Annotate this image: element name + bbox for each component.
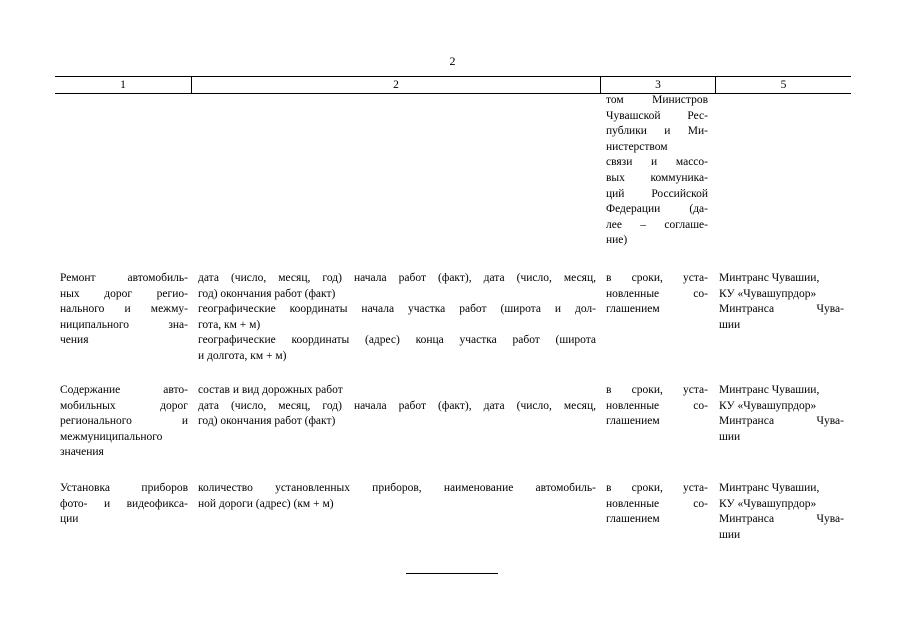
text-line: Установка приборов xyxy=(60,482,188,494)
row2-col4 xyxy=(719,383,844,445)
header-cell-col1: 1 xyxy=(55,77,192,93)
text-line: регионального и xyxy=(60,415,188,428)
text-line: ной дороги (адрес) (км + м) xyxy=(198,497,334,510)
text-line: нистерством xyxy=(606,140,668,153)
text-line: лее – соглаше- xyxy=(606,218,708,231)
text-line: Минтранс Чувашии, xyxy=(719,272,820,284)
text-line: КУ «Чувашупрдор» xyxy=(719,287,817,300)
text-line: и долгота, км + м) xyxy=(198,349,287,362)
row2-col1 xyxy=(60,383,188,461)
text-line: новленные со- xyxy=(606,287,708,300)
row1-col3 xyxy=(606,271,708,318)
row3-col4 xyxy=(719,481,844,543)
text-line: том Министров xyxy=(606,94,708,106)
text-line: количество установленных приборов, наименование автомобиль- xyxy=(198,482,596,494)
row1-col1 xyxy=(60,271,188,349)
text-line: глашением xyxy=(606,415,660,428)
page-number: 2 xyxy=(449,54,456,68)
text-line: год) окончания работ (факт) xyxy=(198,415,336,428)
text-line: Федерации (да- xyxy=(606,203,708,216)
text-line: дата (число, месяц, год) начала работ (факт), дата (число, месяц, xyxy=(198,272,596,284)
row2-col2 xyxy=(198,383,596,430)
header-cell-col3: 3 xyxy=(601,77,716,93)
text-line: нального и межму- xyxy=(60,303,188,316)
text-line: ций Российской xyxy=(606,187,708,200)
row3-col1 xyxy=(60,481,188,528)
text-line: Чувашской Рес- xyxy=(606,109,708,122)
text-line: Минтранса Чува- xyxy=(719,513,844,526)
row1-col2 xyxy=(198,271,596,365)
text-line: фото- и видеофикса- xyxy=(60,497,188,510)
text-line: в сроки, уста- xyxy=(606,384,708,396)
row2-col3 xyxy=(606,383,708,430)
text-line: Минтранс Чувашии, xyxy=(719,482,820,494)
text-line: гота, км + м) xyxy=(198,318,261,331)
text-line: Минтранса Чува- xyxy=(719,415,844,428)
text-line: Содержание авто- xyxy=(60,384,188,396)
row3-col2 xyxy=(198,481,596,512)
text-line: географические координаты (адрес) конца участка работ (широта xyxy=(198,334,596,347)
continued-row-col3 xyxy=(606,93,708,249)
footer-divider xyxy=(406,573,498,574)
text-line: чения xyxy=(60,334,89,347)
text-line: вых коммуника- xyxy=(606,171,708,184)
text-line: КУ «Чувашупрдор» xyxy=(719,399,817,412)
text-line: ции xyxy=(60,513,79,526)
text-line: глашением xyxy=(606,303,660,316)
text-line: связи и массо- xyxy=(606,156,708,169)
text-line: новленные со- xyxy=(606,399,708,412)
table-header-row xyxy=(55,76,851,94)
text-line: значения xyxy=(60,446,104,459)
text-line: в сроки, уста- xyxy=(606,272,708,284)
text-line: публики и Ми- xyxy=(606,125,708,138)
text-line: ние) xyxy=(606,234,628,247)
row3-col3 xyxy=(606,481,708,528)
text-line: шии xyxy=(719,318,741,331)
text-line: Минтранса Чува- xyxy=(719,303,844,316)
text-line: новленные со- xyxy=(606,497,708,510)
text-line: ных дорог регио- xyxy=(60,287,188,300)
text-line: КУ «Чувашупрдор» xyxy=(719,497,817,510)
text-line: шии xyxy=(719,430,741,443)
text-line: шии xyxy=(719,528,741,541)
text-line: дата (число, месяц, год) начала работ (факт), дата (число, месяц, xyxy=(198,399,596,412)
text-line: в сроки, уста- xyxy=(606,482,708,494)
text-line: год) окончания работ (факт) xyxy=(198,287,336,300)
row1-col4 xyxy=(719,271,844,333)
text-line: мобильных дорог xyxy=(60,399,188,412)
header-cell-col2: 2 xyxy=(192,77,601,93)
text-line: Ремонт автомобиль- xyxy=(60,272,188,284)
text-line: ниципального зна- xyxy=(60,318,188,331)
text-line: географические координаты начала участка работ (широта и дол- xyxy=(198,303,596,316)
text-line: глашением xyxy=(606,513,660,526)
text-line: состав и вид дорожных работ xyxy=(198,384,343,396)
text-line: Минтранс Чувашии, xyxy=(719,384,820,396)
text-line: межмуниципального xyxy=(60,430,163,443)
header-cell-col4: 5 xyxy=(780,79,787,91)
